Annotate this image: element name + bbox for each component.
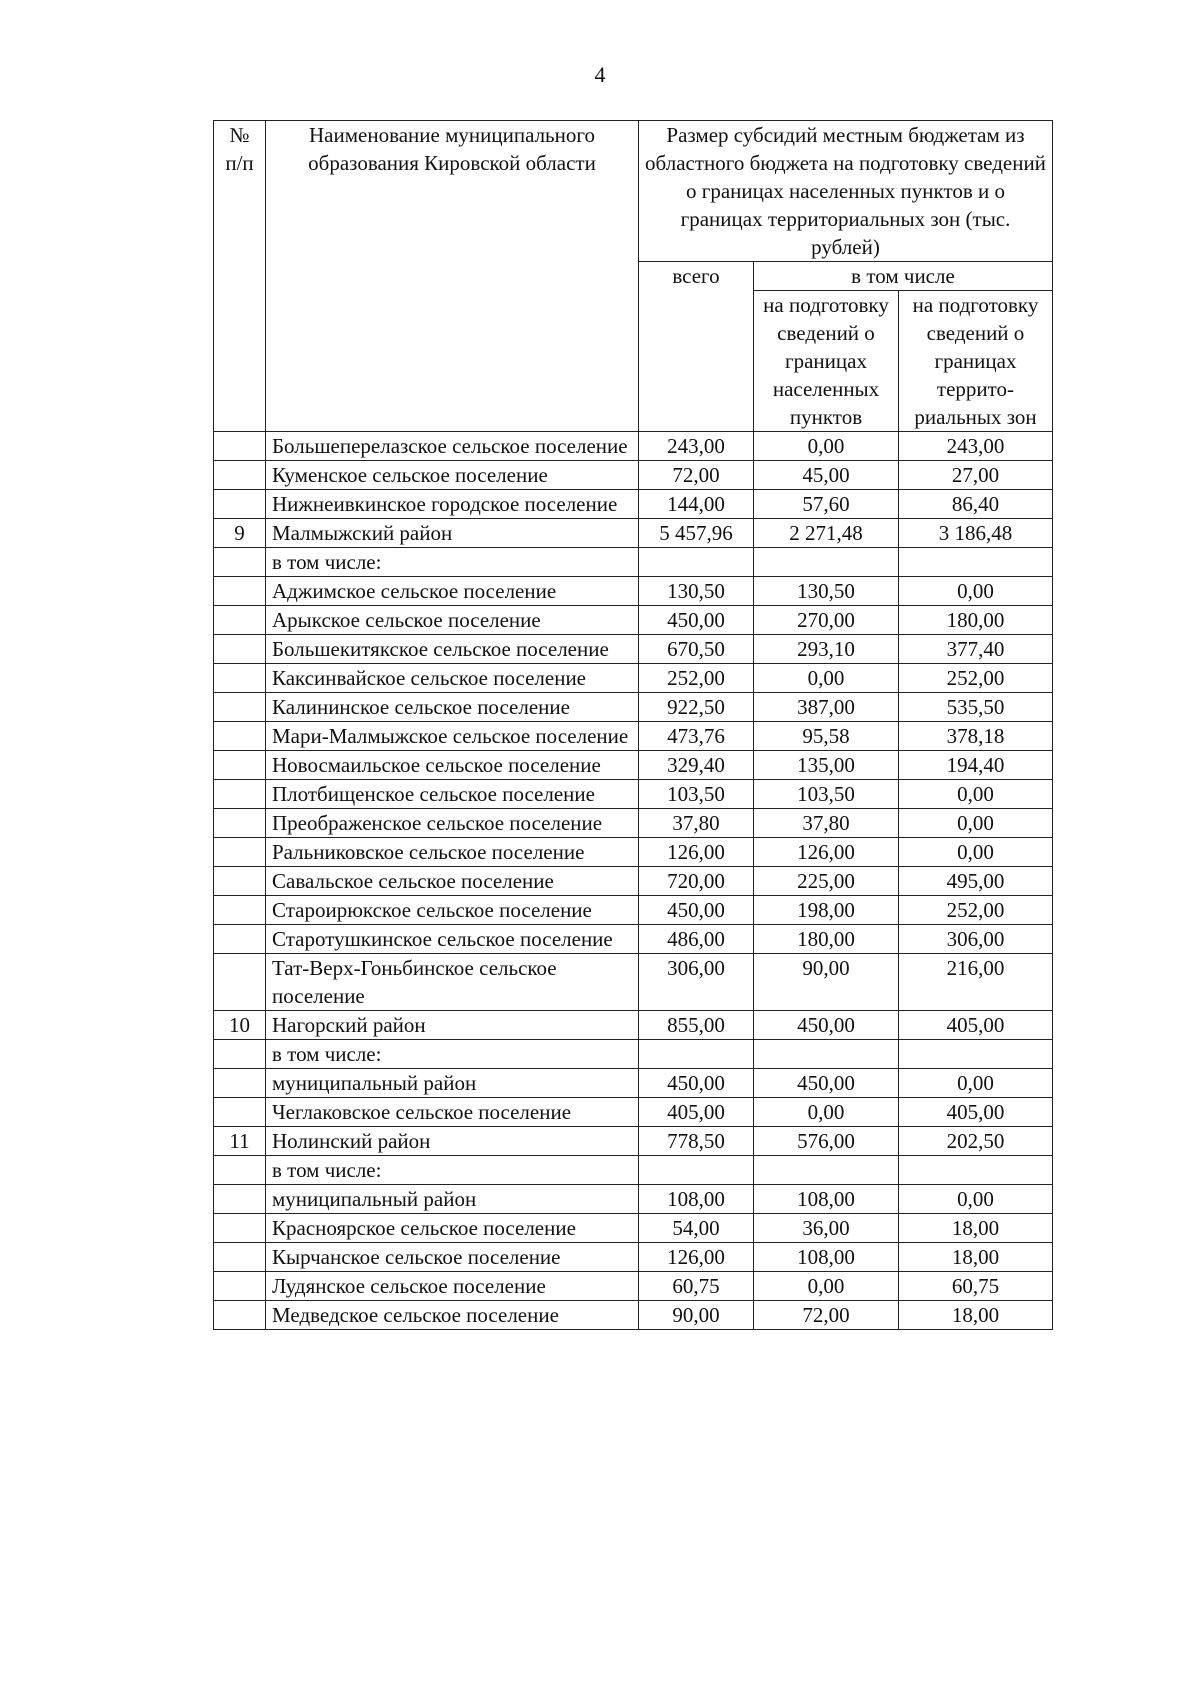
row-name: Медведское сельское поселение xyxy=(266,1301,639,1330)
row-name: Красноярское сельское поселение xyxy=(266,1214,639,1243)
row-number xyxy=(214,925,266,954)
table-row xyxy=(214,1127,1053,1156)
row-settlements-value: 36,00 xyxy=(754,1214,899,1243)
row-zones-value: 194,40 xyxy=(899,751,1053,780)
row-zones-value: 3 186,48 xyxy=(899,519,1053,548)
table-row xyxy=(214,1243,1053,1272)
row-number xyxy=(214,809,266,838)
row-zones-value: 0,00 xyxy=(899,1185,1053,1214)
row-number xyxy=(214,693,266,722)
row-number xyxy=(214,1069,266,1098)
row-number xyxy=(214,664,266,693)
header-total: всего xyxy=(639,262,754,432)
row-number: 9 xyxy=(214,519,266,548)
header-col-b: на подготовку сведений о границах террито-риальных зон xyxy=(899,291,1053,432)
row-total: 855,00 xyxy=(639,1011,754,1040)
row-total: 126,00 xyxy=(639,1243,754,1272)
row-number xyxy=(214,751,266,780)
table-row xyxy=(214,693,1053,722)
row-settlements-value xyxy=(754,1156,899,1185)
row-total: 54,00 xyxy=(639,1214,754,1243)
row-name: Каксинвайское сельское поселение xyxy=(266,664,639,693)
row-number xyxy=(214,1098,266,1127)
row-total: 720,00 xyxy=(639,867,754,896)
row-zones-value: 252,00 xyxy=(899,664,1053,693)
row-zones-value: 405,00 xyxy=(899,1011,1053,1040)
table-row xyxy=(214,635,1053,664)
row-settlements-value: 57,60 xyxy=(754,490,899,519)
row-total: 252,00 xyxy=(639,664,754,693)
row-number xyxy=(214,606,266,635)
row-settlements-value: 225,00 xyxy=(754,867,899,896)
row-total: 473,76 xyxy=(639,722,754,751)
table-row xyxy=(214,867,1053,896)
row-zones-value: 60,75 xyxy=(899,1272,1053,1301)
row-settlements-value: 130,50 xyxy=(754,577,899,606)
row-zones-value: 0,00 xyxy=(899,780,1053,809)
row-zones-value: 27,00 xyxy=(899,461,1053,490)
row-total: 450,00 xyxy=(639,1069,754,1098)
table-row xyxy=(214,490,1053,519)
row-total: 144,00 xyxy=(639,490,754,519)
row-number xyxy=(214,432,266,461)
row-total: 37,80 xyxy=(639,809,754,838)
row-name: муниципальный район xyxy=(266,1069,639,1098)
table-row xyxy=(214,432,1053,461)
row-zones-value: 202,50 xyxy=(899,1127,1053,1156)
row-name: в том числе: xyxy=(266,548,639,577)
header-col-a: на подготовку сведений о границах населенных пунктов xyxy=(754,291,899,432)
row-name: Нагорский район xyxy=(266,1011,639,1040)
row-total: 670,50 xyxy=(639,635,754,664)
table-row xyxy=(214,1301,1053,1330)
row-settlements-value: 0,00 xyxy=(754,1098,899,1127)
row-settlements-value: 387,00 xyxy=(754,693,899,722)
row-settlements-value: 450,00 xyxy=(754,1069,899,1098)
row-name: Новосмаильское сельское поселение xyxy=(266,751,639,780)
row-number xyxy=(214,722,266,751)
row-name: Тат-Верх-Гоньбинское сельское поселение xyxy=(266,954,639,1011)
row-number xyxy=(214,1272,266,1301)
row-number xyxy=(214,577,266,606)
header-subsidy: Размер субсидий местным бюджетам из областного бюджета на подготовку сведений о границах населенных пунктов и о границах территориальных зон (тыс. рублей) xyxy=(639,121,1053,262)
row-name: Старотушкинское сельское поселение xyxy=(266,925,639,954)
row-zones-value: 377,40 xyxy=(899,635,1053,664)
row-settlements-value: 198,00 xyxy=(754,896,899,925)
table-row xyxy=(214,1069,1053,1098)
row-total: 5 457,96 xyxy=(639,519,754,548)
row-name: Куменское сельское поселение xyxy=(266,461,639,490)
table-row xyxy=(214,664,1053,693)
row-settlements-value: 270,00 xyxy=(754,606,899,635)
row-number xyxy=(214,896,266,925)
row-settlements-value: 108,00 xyxy=(754,1185,899,1214)
row-number xyxy=(214,490,266,519)
row-settlements-value: 72,00 xyxy=(754,1301,899,1330)
row-settlements-value: 103,50 xyxy=(754,780,899,809)
row-zones-value: 378,18 xyxy=(899,722,1053,751)
row-zones-value xyxy=(899,548,1053,577)
row-total: 450,00 xyxy=(639,896,754,925)
table-row xyxy=(214,577,1053,606)
row-zones-value: 243,00 xyxy=(899,432,1053,461)
row-number xyxy=(214,780,266,809)
row-settlements-value: 135,00 xyxy=(754,751,899,780)
row-name: Аджимское сельское поселение xyxy=(266,577,639,606)
row-name: Преображенское сельское поселение xyxy=(266,809,639,838)
row-total: 60,75 xyxy=(639,1272,754,1301)
row-number xyxy=(214,954,266,1011)
row-number xyxy=(214,1156,266,1185)
row-zones-value: 535,50 xyxy=(899,693,1053,722)
row-number xyxy=(214,548,266,577)
row-zones-value: 18,00 xyxy=(899,1214,1053,1243)
row-settlements-value: 90,00 xyxy=(754,954,899,1011)
row-total xyxy=(639,1040,754,1069)
row-total xyxy=(639,548,754,577)
row-number xyxy=(214,1243,266,1272)
table-row xyxy=(214,1011,1053,1040)
page-number: 4 xyxy=(594,62,606,87)
row-total: 243,00 xyxy=(639,432,754,461)
table-row xyxy=(214,606,1053,635)
row-number: 11 xyxy=(214,1127,266,1156)
row-settlements-value: 126,00 xyxy=(754,838,899,867)
table-row xyxy=(214,925,1053,954)
header-including: в том числе xyxy=(754,262,1053,291)
row-number xyxy=(214,635,266,664)
row-total: 405,00 xyxy=(639,1098,754,1127)
table-row xyxy=(214,1272,1053,1301)
row-name: Большекитякское сельское поселение xyxy=(266,635,639,664)
row-zones-value: 86,40 xyxy=(899,490,1053,519)
table-row xyxy=(214,954,1053,1011)
row-name: Нолинский район xyxy=(266,1127,639,1156)
table-row xyxy=(214,461,1053,490)
row-total: 306,00 xyxy=(639,954,754,1011)
row-zones-value xyxy=(899,1040,1053,1069)
row-total: 450,00 xyxy=(639,606,754,635)
table-row xyxy=(214,1040,1053,1069)
row-zones-value: 405,00 xyxy=(899,1098,1053,1127)
row-number xyxy=(214,1185,266,1214)
row-settlements-value: 37,80 xyxy=(754,809,899,838)
table-row xyxy=(214,1156,1053,1185)
row-total: 108,00 xyxy=(639,1185,754,1214)
table-row xyxy=(214,751,1053,780)
row-name: Кырчанское сельское поселение xyxy=(266,1243,639,1272)
row-zones-value: 18,00 xyxy=(899,1243,1053,1272)
row-zones-value: 0,00 xyxy=(899,809,1053,838)
table-row xyxy=(214,809,1053,838)
row-number xyxy=(214,838,266,867)
subsidy-table xyxy=(213,120,1053,1330)
row-total: 329,40 xyxy=(639,751,754,780)
header-num: № п/п xyxy=(214,121,266,432)
row-settlements-value: 108,00 xyxy=(754,1243,899,1272)
row-name: Ральниковское сельское поселение xyxy=(266,838,639,867)
row-name: Арыкское сельское поселение xyxy=(266,606,639,635)
row-total: 72,00 xyxy=(639,461,754,490)
table-row xyxy=(214,1214,1053,1243)
row-zones-value: 0,00 xyxy=(899,838,1053,867)
row-number xyxy=(214,1301,266,1330)
table-row xyxy=(214,838,1053,867)
row-name: Савальское сельское поселение xyxy=(266,867,639,896)
table-row xyxy=(214,780,1053,809)
row-settlements-value: 2 271,48 xyxy=(754,519,899,548)
row-settlements-value: 0,00 xyxy=(754,664,899,693)
row-zones-value: 216,00 xyxy=(899,954,1053,1011)
row-settlements-value: 0,00 xyxy=(754,1272,899,1301)
table-row xyxy=(214,519,1053,548)
row-total xyxy=(639,1156,754,1185)
row-number xyxy=(214,1040,266,1069)
row-total: 130,50 xyxy=(639,577,754,606)
row-zones-value: 306,00 xyxy=(899,925,1053,954)
table-row xyxy=(214,1098,1053,1127)
row-name: в том числе: xyxy=(266,1040,639,1069)
row-total: 778,50 xyxy=(639,1127,754,1156)
header-name: Наименование муниципального образования Кировской области xyxy=(266,121,639,432)
row-zones-value: 0,00 xyxy=(899,577,1053,606)
row-name: в том числе: xyxy=(266,1156,639,1185)
row-name: Нижнеивкинское городское поселение xyxy=(266,490,639,519)
row-total: 90,00 xyxy=(639,1301,754,1330)
row-zones-value: 252,00 xyxy=(899,896,1053,925)
row-zones-value: 18,00 xyxy=(899,1301,1053,1330)
row-settlements-value xyxy=(754,548,899,577)
row-number xyxy=(214,867,266,896)
row-name: муниципальный район xyxy=(266,1185,639,1214)
row-name: Плотбищенское сельское поселение xyxy=(266,780,639,809)
row-name: Большеперелазское сельское поселение xyxy=(266,432,639,461)
table-row xyxy=(214,722,1053,751)
row-zones-value: 495,00 xyxy=(899,867,1053,896)
row-name: Малмыжский район xyxy=(266,519,639,548)
row-zones-value xyxy=(899,1156,1053,1185)
row-zones-value: 180,00 xyxy=(899,606,1053,635)
table-row xyxy=(214,896,1053,925)
table-row xyxy=(214,1185,1053,1214)
row-zones-value: 0,00 xyxy=(899,1069,1053,1098)
row-number: 10 xyxy=(214,1011,266,1040)
row-name: Чеглаковское сельское поселение xyxy=(266,1098,639,1127)
row-total: 126,00 xyxy=(639,838,754,867)
row-name: Лудянское сельское поселение xyxy=(266,1272,639,1301)
table-body xyxy=(214,432,1053,1330)
row-settlements-value: 0,00 xyxy=(754,432,899,461)
row-total: 103,50 xyxy=(639,780,754,809)
table-row xyxy=(214,548,1053,577)
row-total: 486,00 xyxy=(639,925,754,954)
row-settlements-value: 576,00 xyxy=(754,1127,899,1156)
row-settlements-value: 45,00 xyxy=(754,461,899,490)
row-settlements-value xyxy=(754,1040,899,1069)
table-header xyxy=(214,121,1053,432)
row-settlements-value: 180,00 xyxy=(754,925,899,954)
row-number xyxy=(214,1214,266,1243)
row-number xyxy=(214,461,266,490)
row-settlements-value: 293,10 xyxy=(754,635,899,664)
row-settlements-value: 450,00 xyxy=(754,1011,899,1040)
row-settlements-value: 95,58 xyxy=(754,722,899,751)
row-name: Калининское сельское поселение xyxy=(266,693,639,722)
row-name: Староирюкское сельское поселение xyxy=(266,896,639,925)
row-name: Мари-Малмыжское сельское поселение xyxy=(266,722,639,751)
row-total: 922,50 xyxy=(639,693,754,722)
